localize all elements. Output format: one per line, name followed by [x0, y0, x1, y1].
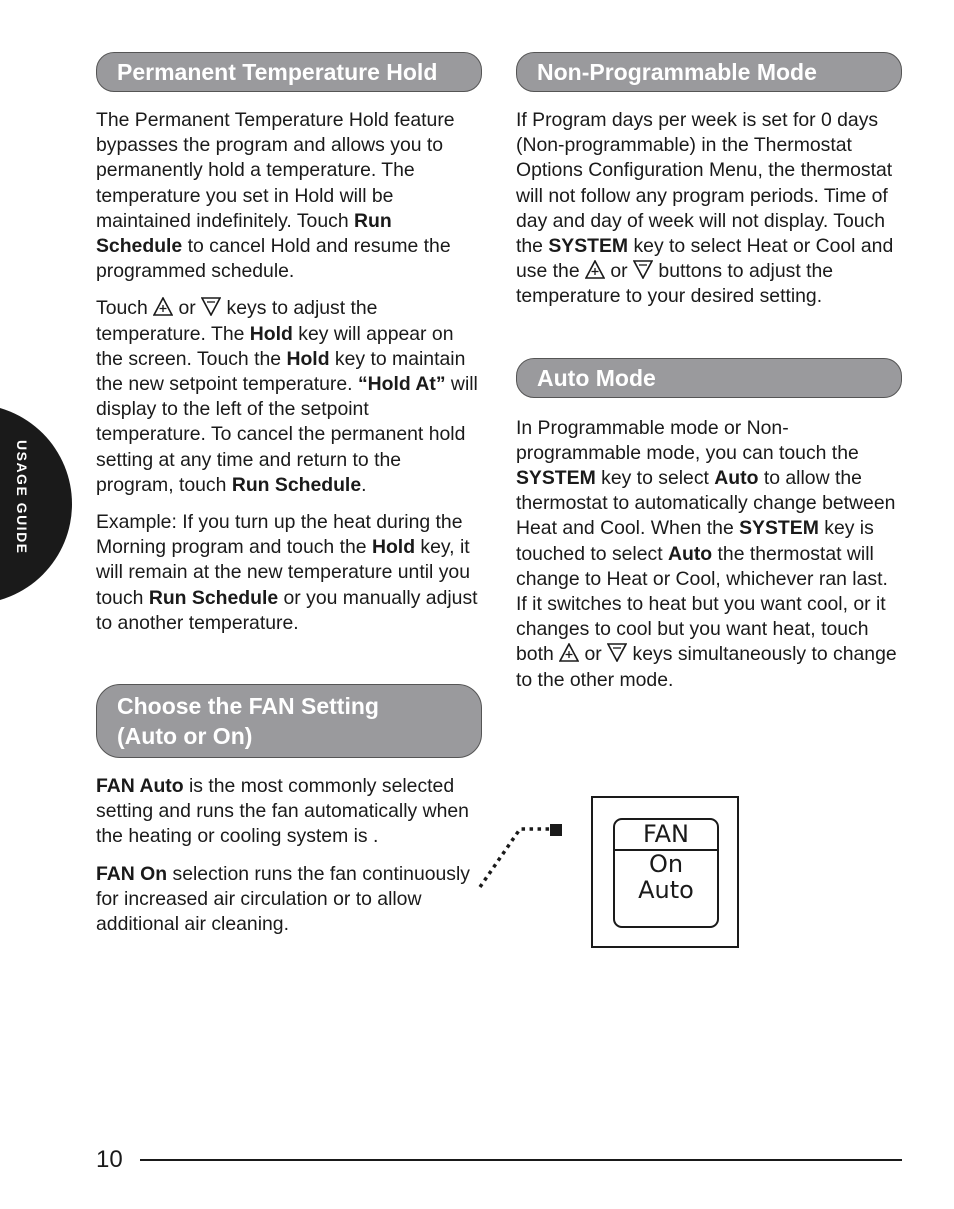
fan-on-paragraph: FAN On selection runs the fan continuously for increased air circulation or to allow additional air cleaning.: [96, 862, 471, 936]
run-schedule-label: Run Schedule: [96, 209, 392, 258]
hold-paragraph-2: Touch or keys to adjust the temperature. The Hold key will appear on the screen. Touch the Hold key to maintain the new setpoint temperature. “Hold At” will display to the left of the setpoint temperature. To cancel the permanent hold setting at any time and return to the program, touch Run Schedule.: [96, 297, 478, 496]
fan-button[interactable]: [613, 818, 719, 928]
auto-mode-paragraph: In Programmable mode or Non-programmable mode, you can touch the SYSTEM key to select Auto to allow the thermostat to automatically change between Heat and Cool. When the SYSTEM key is touched to select Auto the thermostat will change to Heat or Cool, whichever ran last. If it switches to heat but you want cool, or it changes to cool but you want heat, touch both or keys simultaneously to change to the other mode.: [516, 416, 897, 691]
side-tab: [0, 404, 72, 604]
hold-section-title: Permanent Temperature Hold: [96, 52, 482, 92]
down-arrow-key-icon: [633, 260, 653, 279]
fan-option-auto: Auto: [638, 876, 694, 904]
non-programmable-paragraph: If Program days per week is set for 0 days (Non-programmable) in the Thermostat Options Configuration Menu, the thermostat will not follow any program periods. Time of day and day of week will not display. Touch the SYSTEM key to select Heat or Cool and use the or buttons to adjust the temperature to your desired setting.: [516, 109, 894, 308]
up-arrow-key-icon: [153, 297, 173, 316]
dotted-leader-line: [470, 795, 570, 895]
thermostat-display-box: [591, 796, 739, 948]
left-column: [96, 52, 482, 937]
right-column: [516, 52, 902, 693]
up-arrow-key-icon: [585, 260, 605, 279]
auto-mode-section-title: Auto Mode: [516, 358, 902, 398]
fan-display-figure: [470, 795, 750, 955]
non-programmable-section-title: Non-Programmable Mode: [516, 52, 902, 92]
side-tab-label: USAGE GUIDE: [14, 440, 30, 555]
hold-paragraph-3: Example: If you turn up the heat during the Morning program and touch the Hold key, it will remain at the new temperature until you touch Run Schedule or you manually adjust to another temperature.: [96, 511, 478, 634]
down-arrow-key-icon: [607, 643, 627, 662]
fan-button-title: FAN: [615, 820, 717, 851]
fan-auto-paragraph: FAN Auto is the most commonly selected setting and runs the fan automatically when the heating or cooling system is .: [96, 775, 469, 848]
fan-option-on: On: [648, 850, 684, 878]
footer-rule: [140, 1159, 902, 1161]
up-arrow-key-icon: [559, 643, 579, 662]
hold-paragraph-1: The Permanent Temperature Hold feature bypasses the program and allows you to permanently hold a temperature. The temperature you set in Hold will be maintained indefinitely. Touch Run Schedule to cancel Hold and resume the programmed schedule.: [96, 109, 455, 283]
fan-section-title: Choose the FAN Setting (Auto or On): [96, 684, 482, 758]
down-arrow-key-icon: [201, 297, 221, 316]
page-number: 10: [96, 1146, 123, 1173]
